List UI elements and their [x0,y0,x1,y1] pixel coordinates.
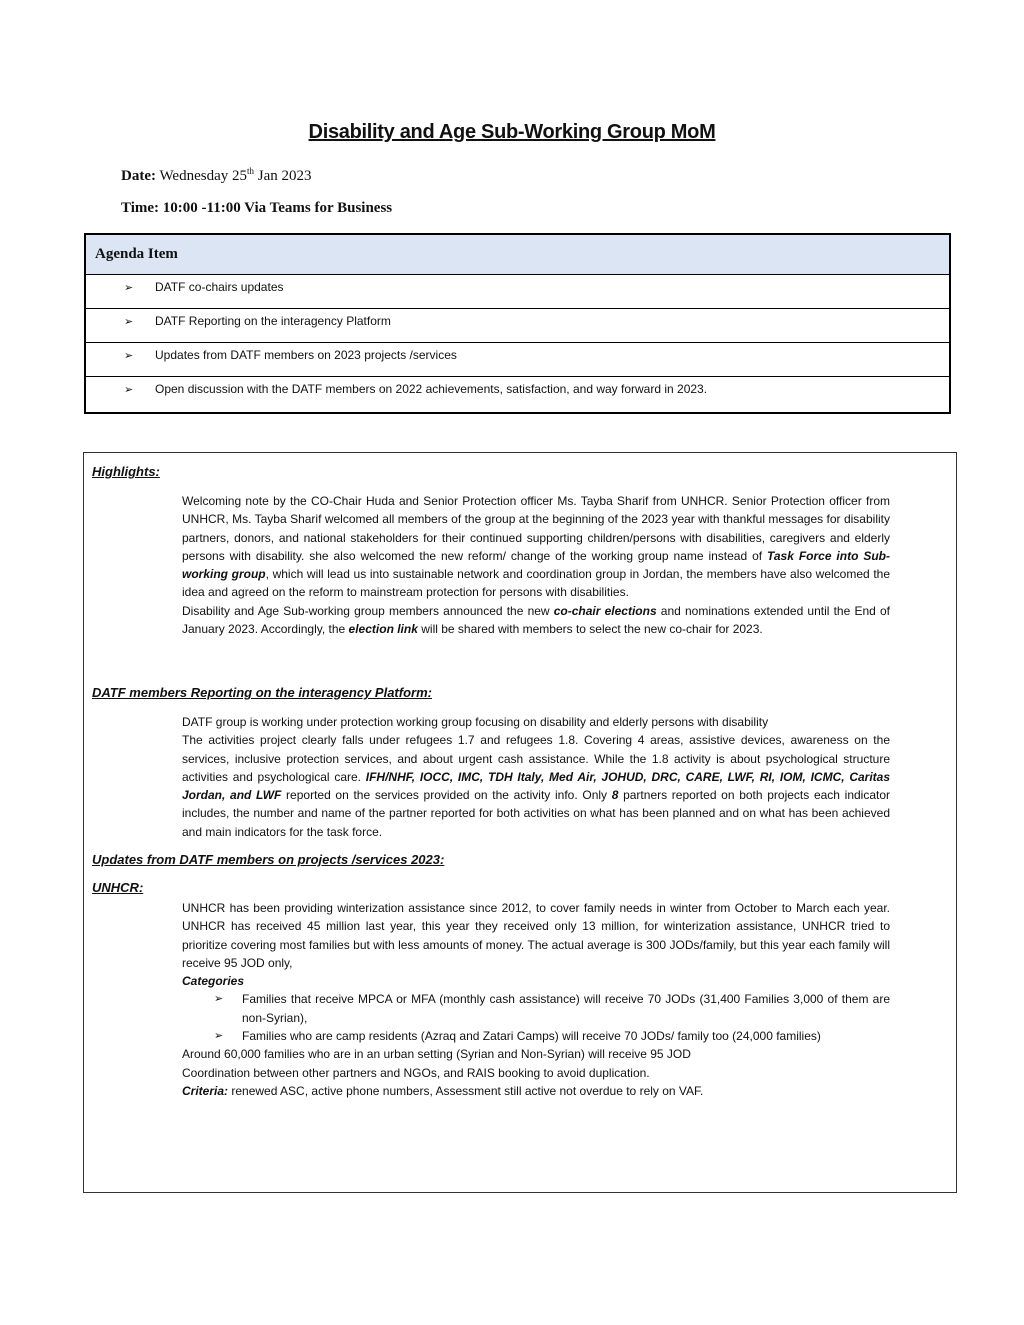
unhcr-paragraph: Around 60,000 families who are in an urban setting (Syrian and Non-Syrian) will receive 95 JOD [182,1047,691,1062]
categories-label: Categories [182,974,245,989]
date-label: Date: [121,168,156,184]
arrow-bullet-icon: ➢ [214,1030,224,1043]
agenda-row [86,275,949,309]
agenda-item: Updates from DATF members on 2023 projects /services [155,348,457,362]
notes-box [83,452,957,1193]
agenda-table [84,233,951,414]
unhcr-paragraph: Coordination between other partners and NGOs, and RAIS booking to avoid duplication. [182,1065,650,1080]
meeting-time: Time: 10:00 -11:00 Via Teams for Business [121,200,393,216]
agenda-header: Agenda Item [86,235,949,275]
reporting-heading: DATF members Reporting on the interagency Platform: [92,685,432,700]
agenda-item: Open discussion with the DATF members on 2022 achievements, satisfaction, and way forward in 2023. [155,382,708,396]
arrow-bullet-icon: ➢ [124,350,134,362]
agenda-row [86,377,949,412]
arrow-bullet-icon: ➢ [124,282,134,294]
category-item: ➢ Families who are camp residents (Azraq and Zatari Camps) will receive 70 JODs/ family too (24,000 families) [182,1027,890,1045]
agenda-item: DATF Reporting on the interagency Platform [155,314,391,328]
agenda-item: DATF co-chairs updates [155,280,284,294]
reporting-paragraph: The activities project clearly falls under refugees 1.7 and refugees 1.8. Covering 4 areas, assistive devices, awareness on the services, inclusive protection services, and about urgent cash assistance. While the 1.8 activity is about psychological structure activities and psychological care. IFH/NHF, IOCC, IMC, TDH Italy, Med Air, JOHUD, DRC, CARE, LWF, RI, IOM, ICMC, Caritas Jordan, and LWF reported on the services provided on the activity info. Only 8 partners reported on both projects each indicator includes, the number and name of the partner reported for both activities on what has been planned and on what has been achieved and main indicators for the task force. [182,733,891,839]
category-item: ➢ Families that receive MPCA or MFA (monthly cash assistance) will receive 70 JODs (31,400 Families 3,000 of them are non-Syrian), [214,992,890,1025]
criteria-line: Criteria: renewed ASC, active phone numbers, Assessment still active not overdue to rely on VAF. [182,1083,704,1098]
arrow-bullet-icon: ➢ [124,316,134,328]
highlights-body [182,492,890,638]
page-title: Disability and Age Sub-Working Group MoM [308,121,716,143]
arrow-bullet-icon: ➢ [124,384,134,396]
meeting-date [121,166,312,185]
arrow-bullet-icon: ➢ [214,993,224,1006]
agenda-row [86,309,949,343]
date-value: Wednesday 25th Jan 2023 [159,166,312,184]
unhcr-paragraph: UNHCR has been providing winterization assistance since 2012, to cover family needs in winter from October to March each year. UNHCR has received 45 million last year, this year they received only 13 million, for winterization assistance, UNHCR tried to prioritize covering most families but with less amounts of money. The actual average is 300 JODs/family, but this year each family will receive 95 JOD only, [182,901,890,970]
reporting-paragraph: DATF group is working under protection working group focusing on disability and elderly persons with disability [182,715,769,729]
reporting-body [182,713,890,841]
highlights-paragraph: Disability and Age Sub-working group members announced the new co-chair elections and nominations extended until the End of January 2023. Accordingly, the election link will be shared with members to select the new co-chair for 2023. [182,603,890,637]
highlights-paragraph: Welcoming note by the CO-Chair Huda and Senior Protection officer Ms. Tayba Sharif from UNHCR. Senior Protection officer from UNHCR, Ms. Tayba Sharif welcomed all members of the group at the beginning of the 2023 year with thankful messages for disability partners, donors, and national stakeholders for their continued supporting children/persons with disabilities, caregivers and elderly persons with disability. she also welcomed the new reform/ change of the working group name instead of Task Force into Sub-working group, which will lead us into sustainable network and coordination group in Jordan, the members have also welcomed the idea and agreed on the reform to mainstream protection for persons with disabilities. [182,494,890,600]
unhcr-heading: UNHCR: [92,880,144,895]
unhcr-body [182,899,890,1100]
updates-heading: Updates from DATF members on projects /services 2023: [92,852,445,867]
agenda-row [86,343,949,377]
highlights-heading: Highlights: [92,464,160,479]
